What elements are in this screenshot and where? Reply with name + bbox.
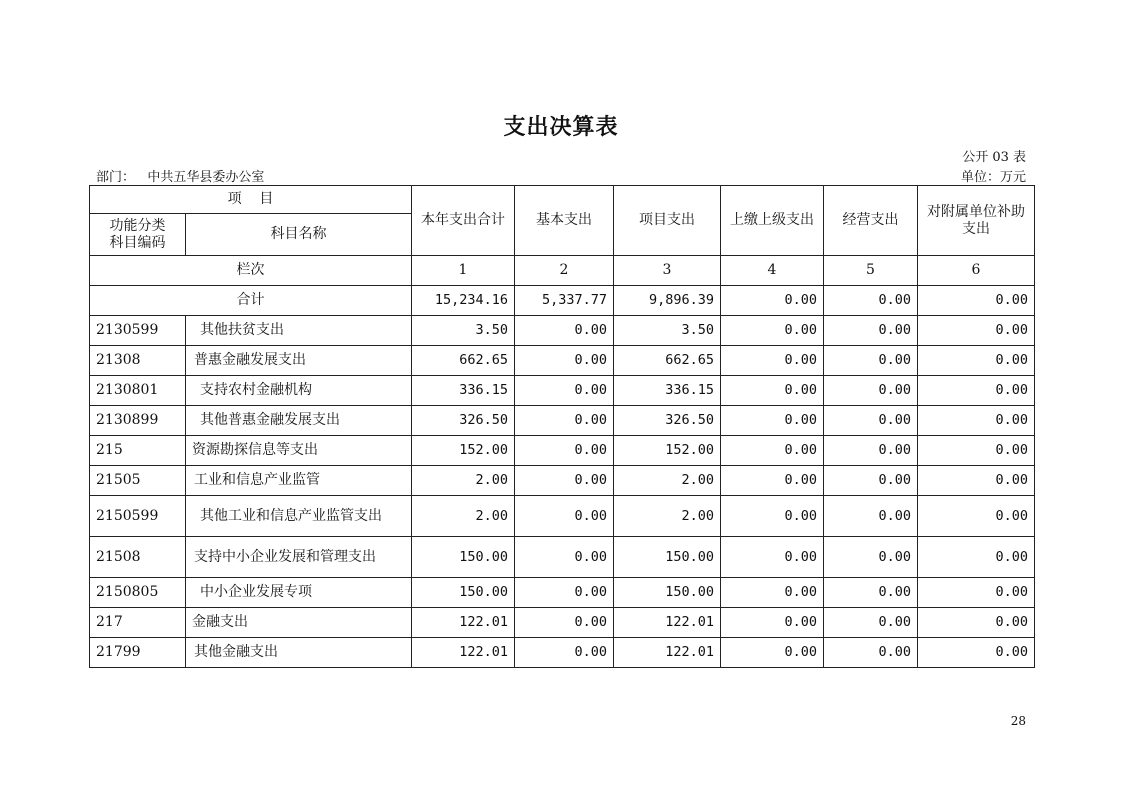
total-value: 0.00 [721, 286, 824, 316]
col-index: 6 [918, 256, 1035, 286]
header-item-group: 项 目 [90, 186, 412, 214]
subject-name: 中小企业发展专项 [186, 578, 412, 608]
subject-code: 21308 [90, 346, 186, 376]
amount-cell: 0.00 [918, 346, 1035, 376]
amount-cell: 122.01 [614, 608, 721, 638]
amount-cell: 0.00 [721, 496, 824, 537]
subject-name: 支持中小企业发展和管理支出 [186, 537, 412, 578]
table-row [90, 638, 1035, 668]
total-label: 合计 [90, 286, 412, 316]
subject-code: 21505 [90, 466, 186, 496]
amount-cell: 0.00 [918, 578, 1035, 608]
total-row [90, 286, 1035, 316]
amount-cell: 0.00 [824, 466, 918, 496]
amount-cell: 0.00 [824, 496, 918, 537]
amount-cell: 152.00 [412, 436, 515, 466]
subject-name: 其他工业和信息产业监管支出 [186, 496, 412, 537]
amount-cell: 0.00 [515, 466, 614, 496]
header-upper: 上缴上级支出 [721, 186, 824, 256]
amount-cell: 0.00 [721, 608, 824, 638]
header-basic: 基本支出 [515, 186, 614, 256]
table-row [90, 608, 1035, 638]
amount-cell: 0.00 [918, 376, 1035, 406]
amount-cell: 336.15 [614, 376, 721, 406]
amount-cell: 0.00 [918, 537, 1035, 578]
subject-name: 其他普惠金融发展支出 [186, 406, 412, 436]
amount-cell: 0.00 [721, 406, 824, 436]
amount-cell: 0.00 [918, 316, 1035, 346]
col-index: 2 [515, 256, 614, 286]
amount-cell: 0.00 [515, 346, 614, 376]
col-index: 5 [824, 256, 918, 286]
header-subject-name: 科目名称 [186, 214, 412, 256]
table-row [90, 376, 1035, 406]
subject-code: 2150599 [90, 496, 186, 537]
amount-cell: 0.00 [721, 466, 824, 496]
header-total: 本年支出合计 [412, 186, 515, 256]
col-index: 3 [614, 256, 721, 286]
department-label: 部门： 中共五华县委办公室 [96, 170, 265, 185]
subject-name: 其他金融支出 [186, 638, 412, 668]
amount-cell: 122.01 [412, 608, 515, 638]
amount-cell: 0.00 [824, 316, 918, 346]
amount-cell: 0.00 [515, 316, 614, 346]
table-row [90, 316, 1035, 346]
subject-name: 资源勘探信息等支出 [186, 436, 412, 466]
table-row [90, 578, 1035, 608]
table-row [90, 466, 1035, 496]
amount-cell: 0.00 [721, 537, 824, 578]
total-value: 0.00 [824, 286, 918, 316]
amount-cell: 0.00 [824, 406, 918, 436]
amount-cell: 150.00 [614, 537, 721, 578]
subject-code: 217 [90, 608, 186, 638]
amount-cell: 0.00 [918, 638, 1035, 668]
amount-cell: 0.00 [918, 496, 1035, 537]
subject-code: 21508 [90, 537, 186, 578]
amount-cell: 3.50 [614, 316, 721, 346]
total-value: 15,234.16 [412, 286, 515, 316]
amount-cell: 150.00 [614, 578, 721, 608]
amount-cell: 2.00 [614, 496, 721, 537]
amount-cell: 0.00 [824, 376, 918, 406]
table-row [90, 496, 1035, 537]
subject-name: 金融支出 [186, 608, 412, 638]
header-func-code: 功能分类 科目编码 [90, 214, 186, 256]
total-value: 9,896.39 [614, 286, 721, 316]
amount-cell: 662.65 [614, 346, 721, 376]
amount-cell: 0.00 [824, 346, 918, 376]
amount-cell: 0.00 [515, 638, 614, 668]
subject-code: 2130899 [90, 406, 186, 436]
page-number: 28 [1010, 714, 1026, 728]
header-subsidiary: 对附属单位补助支出 [918, 186, 1035, 256]
total-value: 0.00 [918, 286, 1035, 316]
amount-cell: 2.00 [614, 466, 721, 496]
amount-cell: 0.00 [515, 436, 614, 466]
table-row [90, 406, 1035, 436]
subject-code: 21799 [90, 638, 186, 668]
amount-cell: 0.00 [515, 578, 614, 608]
amount-cell: 662.65 [412, 346, 515, 376]
col-index-label: 栏次 [90, 256, 412, 286]
table-row [90, 346, 1035, 376]
amount-cell: 0.00 [918, 466, 1035, 496]
amount-cell: 0.00 [918, 608, 1035, 638]
table-row [90, 537, 1035, 578]
subject-name: 工业和信息产业监管 [186, 466, 412, 496]
subject-code: 215 [90, 436, 186, 466]
header-project: 项目支出 [614, 186, 721, 256]
col-index: 4 [721, 256, 824, 286]
amount-cell: 326.50 [412, 406, 515, 436]
amount-cell: 0.00 [515, 608, 614, 638]
subject-name: 普惠金融发展支出 [186, 346, 412, 376]
amount-cell: 0.00 [515, 496, 614, 537]
unit-label: 单位：万元 [960, 170, 1026, 185]
amount-cell: 0.00 [721, 316, 824, 346]
header-business: 经营支出 [824, 186, 918, 256]
amount-cell: 150.00 [412, 578, 515, 608]
expenditure-table [89, 185, 1035, 668]
amount-cell: 150.00 [412, 537, 515, 578]
amount-cell: 0.00 [721, 578, 824, 608]
amount-cell: 0.00 [515, 537, 614, 578]
amount-cell: 0.00 [918, 406, 1035, 436]
amount-cell: 0.00 [515, 376, 614, 406]
amount-cell: 0.00 [824, 578, 918, 608]
amount-cell: 0.00 [721, 436, 824, 466]
subject-name: 其他扶贫支出 [186, 316, 412, 346]
amount-cell: 0.00 [824, 638, 918, 668]
amount-cell: 0.00 [824, 608, 918, 638]
subject-code: 2130801 [90, 376, 186, 406]
form-number: 公开 03 表 [962, 150, 1026, 165]
subject-code: 2130599 [90, 316, 186, 346]
amount-cell: 336.15 [412, 376, 515, 406]
amount-cell: 2.00 [412, 466, 515, 496]
amount-cell: 3.50 [412, 316, 515, 346]
amount-cell: 152.00 [614, 436, 721, 466]
col-index: 1 [412, 256, 515, 286]
amount-cell: 0.00 [721, 376, 824, 406]
amount-cell: 2.00 [412, 496, 515, 537]
amount-cell: 0.00 [515, 406, 614, 436]
amount-cell: 0.00 [824, 436, 918, 466]
amount-cell: 0.00 [824, 537, 918, 578]
document-title: 支出决算表 [503, 114, 619, 140]
amount-cell: 0.00 [918, 436, 1035, 466]
subject-name: 支持农村金融机构 [186, 376, 412, 406]
table-row [90, 436, 1035, 466]
amount-cell: 0.00 [721, 346, 824, 376]
total-value: 5,337.77 [515, 286, 614, 316]
amount-cell: 122.01 [614, 638, 721, 668]
amount-cell: 326.50 [614, 406, 721, 436]
amount-cell: 122.01 [412, 638, 515, 668]
amount-cell: 0.00 [721, 638, 824, 668]
subject-code: 2150805 [90, 578, 186, 608]
